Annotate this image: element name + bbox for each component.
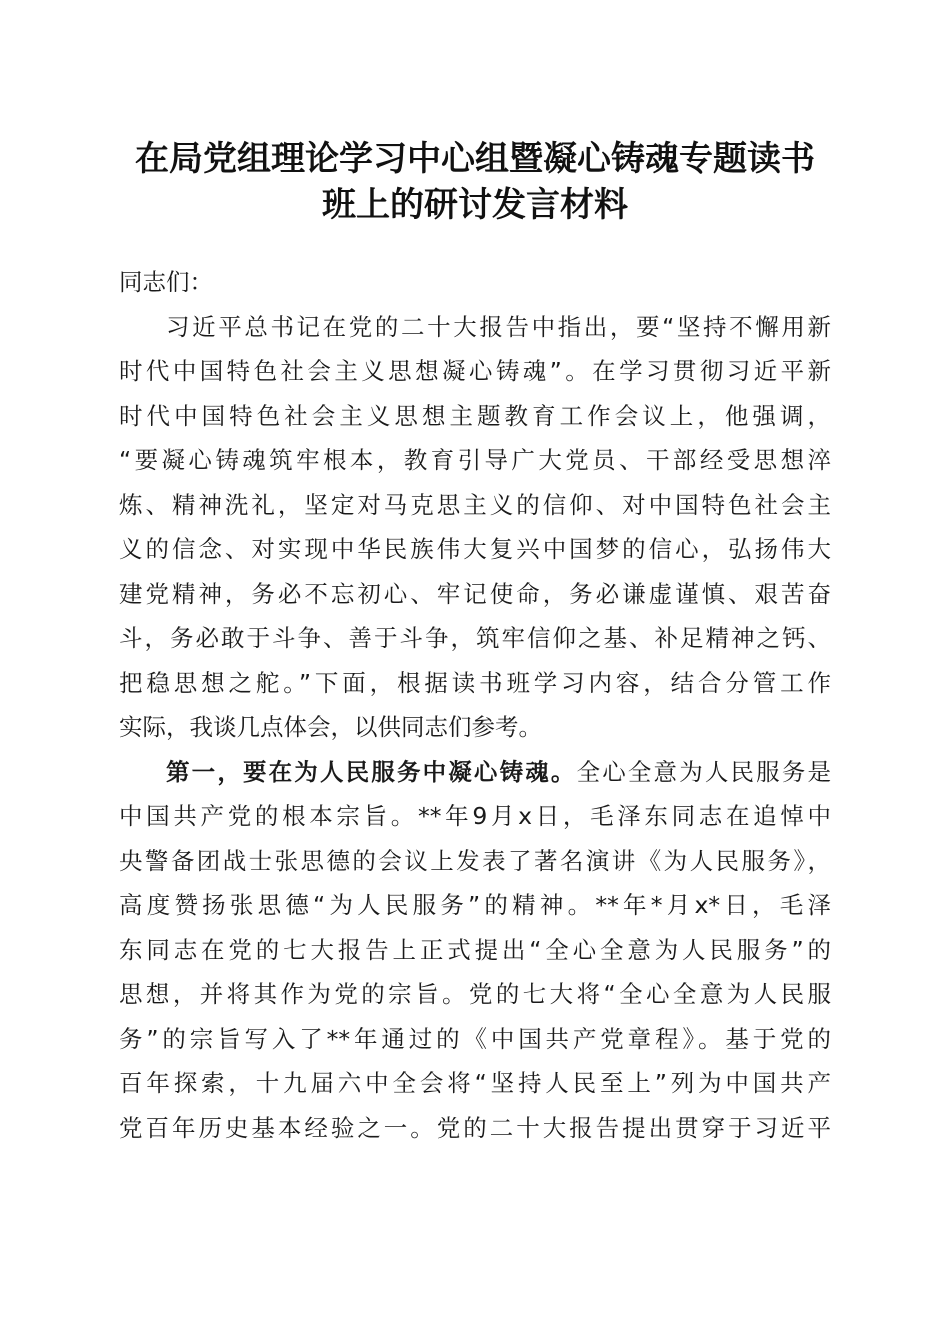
paragraph-2-line: 党百年历史基本经验之一。党的二十大报告提出贯穿于习近平 [119, 1113, 831, 1142]
paragraph-2-line: 高度赞扬张思德“为人民服务”的精神。**年*月x*日，毛泽 [119, 891, 831, 919]
paragraph-2-line: 思想，并将其作为党的宗旨。党的七大将“全心全意为人民服 [119, 980, 831, 1008]
paragraph-1-line: 建党精神，务必不忘初心、牢记使命，务必谦虚谨慎、艰苦奋 [119, 579, 831, 608]
paragraph-2-line: 百年探索，十九届六中全会将“坚持人民至上”列为中国共产 [119, 1069, 831, 1097]
title-line-2: 班上的研讨发言材料 [322, 185, 628, 225]
paragraph-2-heading: 第一，要在为人民服务中凝心铸魂。 [166, 757, 577, 786]
paragraph-1-line: 斗，务必敢于斗争、善于斗争，筑牢信仰之基、补足精神之钙、 [119, 624, 831, 652]
paragraph-2-line: 东同志在党的七大报告上正式提出“全心全意为人民服务”的 [119, 935, 831, 964]
document-body [119, 260, 831, 1150]
salutation: 同志们： [119, 268, 213, 296]
paragraph-2-first-line [119, 750, 831, 795]
paragraph-1-line: “要凝心铸魂筑牢根本，教育引导广大党员、干部经受思想淬 [119, 446, 831, 474]
paragraph-2-line: 中国共产党的根本宗旨。**年9月x日，毛泽东同志在追悼中 [119, 802, 831, 830]
document-title [100, 136, 850, 228]
paragraph-1-line: 义的信念、对实现中华民族伟大复兴中国梦的信心，弘扬伟大 [119, 535, 831, 563]
paragraph-1-line: 时代中国特色社会主义思想主题教育工作会议上，他强调， [119, 401, 831, 430]
paragraph-1-line: 习近平总书记在党的二十大报告中指出，要“坚持不懈用新 [166, 312, 831, 341]
paragraph-1-line: 时代中国特色社会主义思想凝心铸魂”。在学习贯彻习近平新 [119, 357, 831, 385]
paragraph-2-first-rest: 全心全意为人民服务是 [576, 757, 832, 786]
paragraph-2-line: 务”的宗旨写入了**年通过的《中国共产党章程》。基于党的 [119, 1024, 831, 1053]
paragraph-1-line: 把稳思想之舵。”下面，根据读书班学习内容，结合分管工作 [119, 668, 831, 697]
paragraph-1-line: 实际，我谈几点体会，以供同志们参考。 [119, 713, 542, 741]
paragraph-1-line: 炼、精神洗礼，坚定对马克思主义的信仰、对中国特色社会主 [119, 490, 831, 519]
title-line-1: 在局党组理论学习中心组暨凝心铸魂专题读书 [135, 139, 815, 179]
paragraph-2-line: 央警备团战士张思德的会议上发表了著名演讲《为人民服务》， [119, 846, 831, 875]
